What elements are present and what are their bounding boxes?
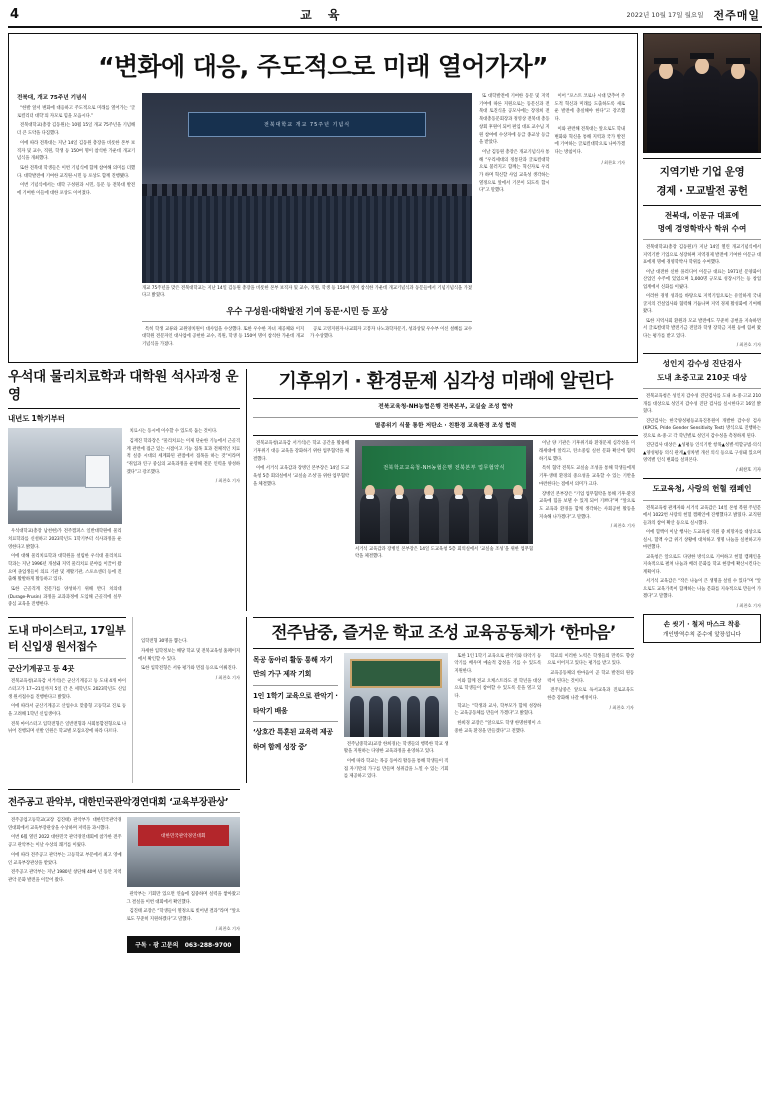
divider (253, 685, 338, 686)
namjung-bullet-3: ‘상호간 특훈된 교육력 제공하며 함께 성장 중’ (253, 728, 333, 751)
namjung-byline: / 최찬호 기자 (609, 704, 634, 710)
story-gongo-p4: 전주공고 관악부는 지난 1980년 창단해 40여 년 동안 지역 관악 문화 발전을 이끌어 왔다. (8, 870, 122, 883)
namjung-p2: 이에 따라 학교는 목공 동아리 활동을 통해 학생들이 직접 자기만의 가구를 만들며 성취감을 느낄 수 있는 기회를 제공하고 있다. (343, 758, 449, 780)
rail-body-p1: 전북대학교(총장 김동원)가 지난 14일 열린 개교기념식에서 지역기반 기업으로 성장하며 지역경제 발전에 기여한 이문규 대표에게 명예 경영학박사 학위를 수여했다. (643, 245, 761, 266)
divider (643, 158, 761, 159)
tier-four (8, 789, 638, 953)
story-climate-sub2: 멸종위기 식물 통한 저탄소 · 친환경 교육환경 조성 협력 (374, 422, 517, 429)
rail-title-5: 도교육청, 사랑의 헌혈 캠페인 (652, 484, 752, 494)
student (369, 696, 383, 736)
stage-front (142, 196, 472, 283)
rail-body3-p4: 서거석 교육감은 “작은 나눔이 큰 생명을 살릴 수 있다”며 “앞으로도 교육가족이 함께하는 나눔 문화를 지속적으로 만들어 가겠다”고 말했다. (643, 579, 761, 600)
story-climate-p5: 장병인 본부장은 “기업 업무협약을 통해 기후·환경 교육에 힘을 보탤 수 있게 되어 기쁘다”며 “앞으로도 교육과 환경을 함께 생각하는 사회공헌 활동을 지속해 나가겠다”고 말했다. (539, 491, 635, 520)
hero-center-column (142, 93, 472, 351)
hero-center-text-right: 공로 고영지원자·나교회자 고봉자 나노과학자문기, 성과상및 우수부 이신 설혜를 교수가 수상했다. (310, 326, 472, 340)
story-pt-p3: 또한 근골격계 전문가를 양성하기 위해 반디 치의대(Durage-Prusin) 과정을 교과과정에 도입해 근골격에 실무 중심 교육을 진행한다. (8, 587, 122, 608)
story-jeonju-namjung (246, 617, 634, 783)
main-column (8, 33, 638, 953)
hero-left-p1: “한발 앞서 변화에 대응하고 주도적으로 미래를 열어가는 ‘글로컬리더 대학’의 자모로 힘을 모읍시다.” (17, 106, 135, 119)
page-number: 4 (10, 7, 20, 22)
hero-left-p4: 또한 전북대 학생들은 이번 기념식에 함께 참여해 의미를 더했다. 대학발전에 기여한 교직원·시민 등 포상도 함께 진행됐다. (17, 165, 135, 179)
face (695, 58, 709, 75)
namjung-bullet-2: 1인 1학기 교육으로 관악기 · 타악기 배움 (253, 691, 338, 715)
story-pt-subhead: 내년도 1학기부터 (8, 414, 65, 424)
hero-byline: / 최찬호 기자 (601, 159, 625, 165)
academic-gown (683, 65, 721, 152)
mortarboard-cap (690, 53, 713, 59)
student (388, 696, 402, 736)
rail-body-p2: 이날 대전한 신한 플러디어 이문규 대표는 1971년 문양화이 산업인 수주에 있었으며 1,000명 규모로 성장시키는 등 창업 업계에서 신화를 이뤘다. (643, 269, 761, 290)
story-meister-headline: 도내 마이스터고, 17일부터 신입생 원서접수 (8, 624, 126, 654)
public-health-promo (643, 614, 761, 643)
story-jeonju-gongo (8, 789, 240, 953)
student (350, 696, 364, 736)
story-gongo-p1: 전주공업고등학교(교장 김진태) 관악부가 대한민국관악경연대회에서 교육부장관상을 수상하며 저력을 과시했다. (8, 818, 122, 831)
person (479, 493, 499, 544)
story-pt-headline: 우석대 물리치료학과 대학원 석사과정 운영 (8, 369, 238, 403)
namjung-p1: 전주남중학교(교장 한희경)는 학생들의 행복한 학교 생활을 지원하는 다양한 교육과정을 운영하고 있다. (343, 741, 449, 755)
hero-subheadline: 우수 구성원·대학발전 기여 동문·시민 등 포상 (226, 306, 388, 317)
story-pt-p4: 치료시는 동시에 이수할 수 있도록 돕는 것이다. (129, 429, 218, 435)
signing-backdrop-text: 전북학교교육청-NH농협은행 전북본부 업무협약식 (362, 446, 526, 490)
story-pt-p5: 김재진 학과장은 “물리치료는 이제 단순한 기능에서 근골격계 관련에 접근 있는 시점이고 기능 접목 효과 전체적인 치료적 실증 시대의 세계화된 관점에서 접목을 하는 것”이라며 “취업과 연구 중심의 교육과정을 운영해 전문 인력을 양성하겠다”고 강조했다. (126, 438, 240, 475)
story-meister-left (8, 617, 126, 783)
hero-right-column (479, 93, 625, 351)
rail-body2-p3: 진단검사 대상은 ▲성평등 인식기반 항목▲성별·역할규범·의식▲양성평등 의식 관계▲성차별 개선 의식 등으로 구성돼 있으며 영역별 인식 변화를 살펴본다. (643, 443, 761, 464)
person (508, 493, 528, 544)
story-climate-p3: 이날 양 기관은 기후위기와 환경문제 심각성을 미래세대에 알리고, 탄소중립 실천 문화 확산에 협력하기로 했다. (539, 441, 635, 462)
classroom-banner (350, 659, 442, 688)
story-pt-byline: / 최찬호 기자 (215, 478, 240, 484)
rail-title-2: 경제 · 모교발전 공헌 (656, 184, 748, 197)
face-mask (455, 495, 463, 500)
person (419, 493, 439, 544)
namjung-p4: 이와 함께 전교 오케스트라도 전 학년을 대상으로 학생들이 참여할 수 있도록 문을 열고 있다. (454, 678, 542, 700)
ad-contact-label: 구독 · 광 고문의 (135, 941, 179, 949)
story-meister-p3: 전북 마이스터고 입학전형은 일반전형과 사회통합전형으로 나뉘어 진행되며 선발 인원은 학교별 모집요강에 따라 다르다. (8, 721, 126, 735)
rail-body2-p1: 전북교육청은 성인지 감수성 진단검사를 도내 초·중·고교 210개를 대상으로 성인지 감수성 진단 검사를 실시한다고 16일 밝혔다. (643, 394, 761, 415)
rail-body-p4: 또한 지역사회 환원과 모교 발전에도 꾸준히 공헌을 지속하면서 글로컬대학 발전기금 전달과 학생 장학금 지원 등에 힘써 왔다는 평가를 받고 있다. (643, 318, 761, 339)
hero-kicker: 전북대, 개교 75주년 기념식 (17, 95, 87, 101)
story-namjung-headline: 전주남중, 즐거운 학교 조성 교육공동체가 ‘한마음’ (271, 623, 616, 643)
rail-body-p3: 이러한 경영 성과를 바탕으로 지역기업으로는 유일하게 국내 굴지의 건설업사와 협력해 거듭나며 지역 경제 활성화에 기여해왔다. (643, 294, 761, 315)
face-mask (425, 495, 433, 500)
story-pt-p1: 우석대학교(총장 남천현)가 전주캠퍼스 일반대학원에 물리치료학과를 신설하고 2023학년도 1학기부터 석사과정을 운영한다고 밝혔다. (8, 529, 122, 550)
story-gongo-p2: 이번 6월 열린 2022 대한민국 관악경연대회에 참가한 전주공고 관악부는 이날 수상의 쾌거를 이뤘다. (8, 835, 122, 849)
divider (643, 205, 761, 206)
story-gongo-p5: 관악부는 기회만 있으면 연습에 집중하며 실력을 쌓아왔고 그 결실을 이번 대회에서 확인했다. (126, 892, 240, 905)
hero-photo-auditorium (142, 93, 472, 283)
hero-photo-caption: 개교 75주년을 맞은 전북대학교는 지난 14일 김동원 총장을 비롯한 본부 보직자 및 교수, 직원, 학생 등 150여 명이 참석한 가운데 개교기념식과 동문들에서 기념기념식을 가졌다고 밝혔다. (142, 286, 472, 298)
face (731, 62, 745, 79)
divider (253, 417, 638, 418)
tier-two (8, 369, 638, 611)
person (449, 493, 469, 544)
hero-article (8, 33, 638, 363)
therapy-device (85, 455, 110, 488)
person (360, 493, 380, 544)
hero-left-p2: 전북대학교(총장 김동원)는 10월 15일 개교 75주년을 기념해 더 큰 도약을 다짐했다. (17, 123, 135, 137)
right-rail (643, 33, 761, 953)
story-meister-subhead: 군산기계공고 등 4곳 (8, 664, 75, 674)
rail-title-3: 성인지 감수성 진단검사 (662, 359, 742, 369)
mortarboard-cap (726, 58, 749, 64)
face-mask (485, 495, 493, 500)
story-climate-crisis (246, 369, 638, 611)
story-climate-p2: 이에 서거석 교육감과 장병인 본부장은 14일 도교육청 5층 회의실에서 ‘교실숲 조성’을 위한 업무협약을 체결했다. (253, 466, 349, 487)
face (659, 62, 673, 79)
hero-photo-banner-text: 전북대학교 개교 75주년 기념식 (188, 112, 426, 137)
hero-headline: “변화에 대응, 주도적으로 미래 열어가자” (98, 52, 548, 81)
publication-date: 2022년 10월 17일 월요일 (626, 11, 704, 19)
mortarboard-cap (654, 58, 677, 64)
namjung-p8: 교육공동체의 한마음이 곧 학교 발전의 원동력이 된다는 것이다. (547, 670, 634, 684)
namjung-bullet-1: 목공 동아리 활동 통해 자기만의 가구 제작 기회 (253, 655, 333, 679)
ad-contact-box[interactable] (127, 936, 241, 953)
story-climate-caption: 서거석 교육감과 장병인 본부장은 14일 도교육청 5층 회의실에서 ‘교실숲 조성’을 위한 업무협약을 체결했다. (355, 547, 533, 560)
rail-title-4: 도내 초중고교 210곳 대상 (657, 372, 747, 382)
story-gongo-photo (127, 817, 241, 887)
story-meister-byline: / 최찬호 기자 (215, 674, 240, 680)
story-climate-p1: 전북교육청(교육감 서거석)은 학교 공간을 활용해 기후위기 대응 교육을 강화하기 위한 업무협약을 체결했다. (253, 441, 349, 462)
story-physical-therapy (8, 369, 240, 611)
page-grid (8, 33, 762, 953)
face-mask (514, 495, 522, 500)
namjung-p9: 전주남중은 앞으로 독서교육과 진로교육도 한층 강화해 나갈 예정이다. (547, 688, 634, 702)
hero-left-p3: 이에 따라 전북대는 지난 14일 김동원 총장을 비롯한 본부 보직자 및 교수, 직원, 학생 등 150여 명이 참석한 가운데 개교기념식을 개최했다. (17, 140, 135, 162)
story-meister-note: 입학전형 30명을 뽑는다. (141, 639, 188, 645)
story-gongo-byline: / 최찬호 기자 (215, 925, 240, 931)
story-meister-p2: 이에 따라서 군산기계공고 산업수요 맞춤형 고등학교 진로 등을 고려해 1학년 신입생이다. (8, 704, 126, 717)
story-gongo-p6: 김진태 교장은 “학생들이 열정으로 빚어낸 결과”라며 “앞으로도 꾸준히 지원하겠다”고 말했다. (126, 909, 240, 923)
tier-three (8, 617, 638, 783)
story-climate-byline: / 최찬호 기자 (610, 523, 635, 529)
rail-body2-p2: 진단검사는 한국양성평등교육진흥원이 개발한 감수성 검사(KPCIS, Pride Gender Sensitivity Test) 방식으로 진행하는 것으로 초·중·고 각 학년별로 성인지 감수성을 측정하게 된다. (643, 418, 761, 439)
divider (643, 478, 761, 479)
newspaper-brand: 전주매일 (713, 8, 760, 22)
divider (253, 398, 638, 399)
rail-head-1: 전북대, 이문규 대표에 (664, 210, 740, 220)
student (407, 696, 421, 736)
rail-photo-graduation (643, 33, 761, 153)
hero-left-p5: 이번 기념식에서는 대학 구성원과 시민, 동문 등 전북대 발전에 기여한 이들에 대한 포상도 이어졌다. (17, 183, 135, 197)
story-meister-p4: 자세한 입학정보는 해당 학교 및 전북교육청 홈페이지에서 확인할 수 있다. (138, 648, 240, 662)
rail-head-2: 명예 경영학박사 학위 수여 (657, 223, 747, 233)
therapy-bed (17, 486, 112, 511)
academic-gown (647, 69, 685, 152)
rail-body3-p3: 교육청은 앞으로도 다양한 방식으로 기여하고 헌혈 캠페인을 지속적으로 펼쳐 나눔과 배려 문화를 학교 현장에 확산시킨다는 계획이다. (643, 554, 761, 575)
hero-center-text-left: 특히 학생 교류와 교원양치원이 대사업을 수상했다. 또한 우수한 자녀 제공체와 이지 대학원 전문자인 대사업에 공헌한 교수, 직원, 학생 등 150여 명이 참석한 가운데 개교기념식을 가졌다. (142, 326, 304, 348)
hero-right-p2: 이날 김동원 총장은 개교기념식사 통해 “우리세대의 정통단과 글로컬대학으로 불러지고 함께는 혁신자로 우리가 하며 혁신할 사업 교육성 생각하는 열정으로 앞에서 기본이 되도록 합시다”고 말했다. (479, 149, 550, 194)
hero-left-column (17, 93, 135, 351)
rail-body3-p1: 전북교육청 관계자와 서거석 교육감은 14일 본청 복원 주년문에서 1022번 사랑의 헌혈 캠페인에 진행했다고 밝혔다. 교직원들과의 참여 확산 등으로 실시했다. (643, 505, 761, 526)
rail-byline-1: / 최찬호 기자 (736, 342, 761, 348)
person (390, 493, 410, 544)
student (425, 696, 439, 736)
story-meister-p1: 전북교육청(교육감 서거석)은 군산기계공고 등 도내 4개 마이스터고가 17∼21일까지 5일 간 온 세학년도 2023학년도 신입생 원서접수를 진행한다고 밝혔다. (8, 679, 126, 700)
rail-body3-p2: 이에 혈액이 이날 행사는 도교육청 직원 중 희망자를 대상으로 실시, 혈액 수급 위기 상황에 대처하고 생명 나눔을 실천하고자 마련했다. (643, 530, 761, 551)
rail-title-1: 지역기반 기업 운영 (659, 166, 745, 178)
signing-people-row (355, 486, 533, 544)
story-pt-photo (8, 428, 122, 524)
story-climate-photo (355, 440, 533, 544)
story-gongo-p3: 이에 따라 전주공고 관악부는 고등학교 부문에서 최고 영예인 교육부장관상을 받았다. (8, 852, 122, 866)
namjung-p3: 또한 1인 1학기 교육으로 관악기와 타악기 등 악기를 배우며 예술적 감성을 기를 수 있도록 지원한다. (454, 653, 542, 674)
award-banner-text: 대한민국관악경연대회 (138, 825, 229, 846)
story-meister-right (132, 617, 240, 783)
divider (253, 721, 338, 722)
namjung-p6: 한희경 교장은 “앞으로도 학생 한명한명이 소중한 교육 환경을 만들겠다”고 전했다. (454, 721, 542, 734)
section-title: 교 육 (300, 8, 346, 22)
ad-contact-phone: 063-288-9700 (184, 941, 232, 949)
rail-byline-mid: / 최찬호 기자 (736, 467, 761, 473)
promo-line-1: 손 씻기 · 철저 마스크 착용 (663, 619, 741, 628)
hero-right-p4: 이와 관련해 전북대는 앞으로도 학내 변화와 혁신을 통해 지역과 국가 발전에 기여하는 글로컬대학으로 나아가겠다는 방침이다. (554, 126, 625, 155)
namjung-p7: 학교의 이러한 노력은 학생들의 만족도 향상으로 이어지고 있다는 평가를 받고 있다. (547, 653, 634, 667)
story-climate-headline: 기후위기 · 환경문제 심각성 미래에 알린다 (278, 370, 613, 392)
face-mask (366, 495, 374, 500)
story-climate-sub1: 전북교육청-NH농협은행 전북본부, 교실숲 조성 협약 (378, 403, 513, 410)
story-climate-p4: 특히 협약 전북도 교실숲 조성을 통해 학생들에게 기후·생태 환경의 중요성을 교육할 수 있는 기반을 마련한다는 점에서 의미가 크다. (539, 466, 635, 487)
hero-right-p3: 이어 “포스트 코로나 시대 맞추어 주도적 혁신과 미래를 도출하도록 새로운 발전에 충실해야 한다”고 강조했다. (554, 94, 625, 123)
promo-line-2: 개인방역수칙 준수에 앞장섭니다 (663, 631, 741, 638)
story-meister-p5: 또한 입학전형은 서류 평가와 면접 등으로 이뤄진다. (141, 666, 238, 672)
divider (643, 353, 761, 354)
story-namjung-photo (344, 653, 449, 737)
face-mask (396, 495, 404, 500)
namjung-p5: 학교는 “학생과 교사, 학부모가 함께 성장하는 교육공동체를 만들어 가겠다”고 밝혔다. (454, 703, 542, 717)
story-pt-p2: 이에 대해 물리치료학과 대학원을 설립한 우석대 물리치료학과는 지난 1996년 개설돼 지역 물리치료 분야를 이끌어 왔으며 졸업생들이 의료 기관 및 재활기관, 스포츠센터 등에 진출해 활발하게 활동하고 있다. (8, 554, 122, 583)
story-gongo-headline: 전주공고 관악부, 대한민국관악경연대회 ‘교육부장관상’ (8, 797, 229, 809)
hero-right-p1: 또 대학발전에 기여한 동문 및 지역기여에 따른 지원으로는 동문신과 전북대 토진식을 공모사에는 장경희 전북대총동문회장과 정영상 전북대 총동창회 후원이 되어 편입 대표 교수님 지원 참여에 수상자에 등급 종교상 등급을 받았다. (479, 94, 550, 146)
masthead (8, 6, 762, 28)
rail-byline-2: / 최찬호 기자 (736, 602, 761, 608)
academic-gown (719, 69, 757, 152)
